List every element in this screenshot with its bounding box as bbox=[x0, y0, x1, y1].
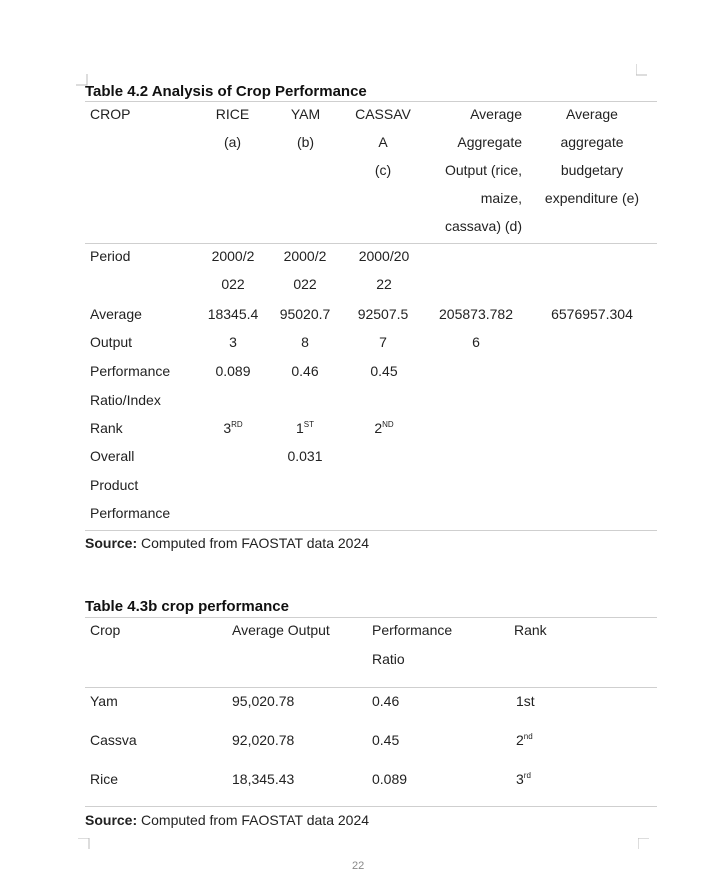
table1-title: Table 4.2 Analysis of Crop Performance bbox=[85, 83, 367, 100]
header-avg-budget-1: Average bbox=[566, 106, 618, 122]
corner-mark-bottom-left bbox=[78, 838, 90, 850]
table2-header-ratio: Ratio bbox=[372, 651, 405, 667]
header-yam: YAM bbox=[290, 106, 321, 122]
table2-row-rank: 1st bbox=[516, 693, 535, 709]
row-label-product: Product bbox=[90, 477, 139, 493]
table2-row-ratio: 0.45 bbox=[372, 732, 400, 748]
table2-source: Source: Computed from FAOSTAT data 2024 bbox=[85, 812, 370, 828]
avg-output-cassava-cont: 7 bbox=[379, 334, 387, 350]
table2-header-average-output: Average Output bbox=[232, 622, 330, 638]
corner-mark-bottom-right bbox=[638, 838, 650, 850]
rank-cassava: 2ND bbox=[374, 420, 394, 436]
row-label-performance: Performance bbox=[90, 363, 171, 379]
header-avg-budget-4: expenditure (e) bbox=[544, 190, 640, 206]
row-label-average: Average bbox=[90, 306, 142, 322]
header-cassava-cont: A bbox=[378, 134, 388, 150]
period-rice: 2000/2 bbox=[211, 248, 255, 264]
table2-row-rank: 3rd bbox=[516, 771, 531, 787]
table1-source: Source: Computed from FAOSTAT data 2024 bbox=[85, 535, 370, 551]
performance-yam: 0.46 bbox=[291, 363, 319, 379]
avg-output-yam-cont: 8 bbox=[301, 334, 309, 350]
row-label-overall: Overall bbox=[90, 448, 135, 464]
table1-bottom-rule bbox=[85, 530, 657, 531]
rank-rice: 3RD bbox=[223, 420, 243, 436]
table2-bottom-rule bbox=[85, 806, 657, 807]
table2-title: Table 4.3b crop performance bbox=[85, 598, 289, 615]
period-rice-cont: 022 bbox=[221, 276, 245, 292]
table2-header-rank: Rank bbox=[514, 622, 547, 638]
header-rice: RICE bbox=[215, 106, 250, 122]
table2-header-rule bbox=[85, 687, 657, 688]
period-yam-cont: 022 bbox=[293, 276, 317, 292]
table2-row-rank: 2nd bbox=[516, 732, 533, 748]
avg-output-aggregate-cont: 6 bbox=[472, 334, 480, 350]
rank-yam: 1ST bbox=[295, 420, 315, 436]
performance-rice: 0.089 bbox=[215, 363, 251, 379]
overall-value: 0.031 bbox=[287, 448, 323, 464]
header-avg-output-2: Aggregate bbox=[457, 134, 522, 150]
period-cassava: 2000/20 bbox=[358, 248, 410, 264]
header-avg-output-3: Output (rice, bbox=[444, 162, 522, 178]
table2-row-ratio: 0.089 bbox=[372, 771, 408, 787]
avg-output-rice-cont: 3 bbox=[229, 334, 237, 350]
performance-cassava: 0.45 bbox=[370, 363, 398, 379]
table2-row-crop: Rice bbox=[90, 771, 119, 787]
header-avg-budget-2: aggregate bbox=[560, 134, 624, 150]
avg-output-cassava: 92507.5 bbox=[357, 306, 409, 322]
table2-row-crop: Cassva bbox=[90, 732, 137, 748]
table2-row-output: 92,020.78 bbox=[232, 732, 295, 748]
row-label-overall-performance: Performance bbox=[90, 505, 171, 521]
header-avg-output-4: maize, bbox=[480, 190, 522, 206]
table2-row-output: 18,345.43 bbox=[232, 771, 295, 787]
table1-header-rule bbox=[85, 243, 657, 244]
header-crop: CROP bbox=[90, 106, 131, 122]
header-rice-sub: (a) bbox=[223, 134, 242, 150]
table2-row-ratio: 0.46 bbox=[372, 693, 400, 709]
table2-row-output: 95,020.78 bbox=[232, 693, 295, 709]
corner-mark-top-right bbox=[636, 64, 648, 76]
row-label-ratio-index: Ratio/Index bbox=[90, 392, 161, 408]
period-cassava-cont: 22 bbox=[376, 276, 392, 292]
avg-output-rice: 18345.4 bbox=[207, 306, 259, 322]
header-cassava-sub: (c) bbox=[374, 162, 392, 178]
table1-top-rule bbox=[85, 101, 657, 102]
header-cassava: CASSAV bbox=[355, 106, 411, 122]
table2-header-crop: Crop bbox=[90, 622, 121, 638]
avg-budget-value: 6576957.304 bbox=[551, 306, 633, 322]
row-label-rank: Rank bbox=[90, 420, 123, 436]
table2-header-performance: Performance bbox=[372, 622, 453, 638]
header-yam-sub: (b) bbox=[296, 134, 315, 150]
header-avg-output-1: Average bbox=[470, 106, 522, 122]
page-number: 22 bbox=[352, 860, 365, 872]
table2-top-rule bbox=[85, 617, 657, 618]
period-yam: 2000/2 bbox=[283, 248, 327, 264]
avg-output-aggregate: 205873.782 bbox=[439, 306, 513, 322]
table2-row-crop: Yam bbox=[90, 693, 118, 709]
row-label-output: Output bbox=[90, 334, 133, 350]
header-avg-output-5: cassava) (d) bbox=[444, 218, 522, 234]
avg-output-yam: 95020.7 bbox=[279, 306, 331, 322]
row-label-period: Period bbox=[90, 248, 131, 264]
header-avg-budget-3: budgetary bbox=[560, 162, 624, 178]
